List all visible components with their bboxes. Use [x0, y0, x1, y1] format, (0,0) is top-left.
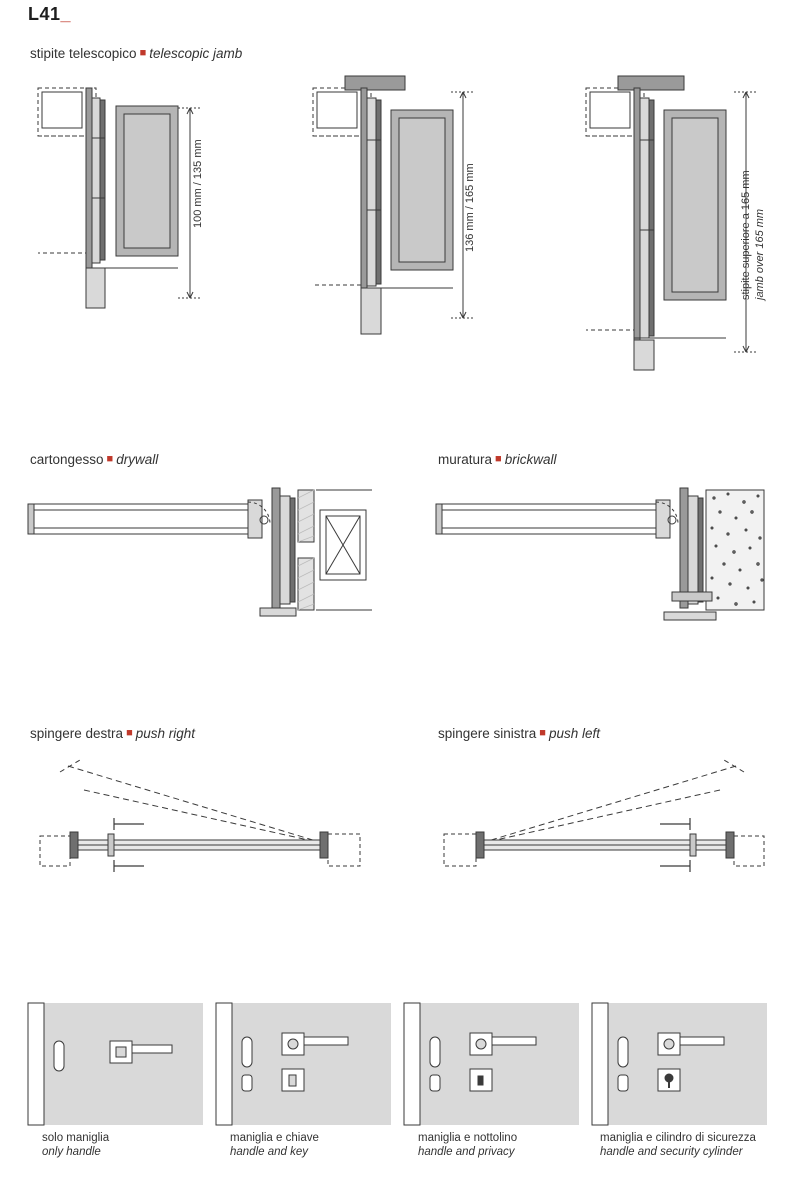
- hardware-label-handle-privacy: [418, 1131, 517, 1159]
- caption-separator-icon: ■: [495, 453, 502, 465]
- hardware-option-handle-key: [216, 1003, 391, 1125]
- hardware-label-en: handle and security cylinder: [600, 1146, 743, 1158]
- jamb-dimension-3-it: stipite superiore a 165 mm: [740, 170, 752, 300]
- caption-telescopic-jamb: [30, 46, 242, 61]
- hardware-label-it: solo maniglia: [42, 1132, 110, 1144]
- brickwall-plan-detail: [428, 472, 768, 642]
- hardware-option-handle-security: [592, 1003, 767, 1125]
- caption-en: brickwall: [504, 452, 557, 467]
- caption-separator-icon: ■: [539, 727, 546, 739]
- hardware-label-only-handle: [42, 1131, 109, 1159]
- caption-en: telescopic jamb: [149, 46, 243, 61]
- caption-brickwall: [438, 452, 556, 467]
- caption-push-right: [30, 726, 195, 741]
- hardware-options-strip: [28, 1003, 765, 1158]
- caption-separator-icon: ■: [126, 727, 133, 739]
- caption-drywall: [30, 452, 158, 467]
- caption-it: stipite telescopico: [30, 46, 137, 61]
- hardware-option-only-handle: [28, 1003, 203, 1125]
- hardware-label-it: maniglia e nottolino: [418, 1132, 518, 1144]
- hardware-label-handle-key: [230, 1131, 319, 1159]
- push-left-swing-diagram: [438, 752, 768, 902]
- hardware-label-it: maniglia e cilindro di sicurezza: [600, 1132, 756, 1144]
- caption-separator-icon: ■: [106, 453, 114, 465]
- caption-en: push left: [548, 726, 600, 741]
- caption-en: push right: [135, 726, 196, 741]
- push-right-swing-diagram: [36, 752, 366, 902]
- jamb-detail-1: [28, 78, 228, 378]
- caption-it: muratura: [438, 452, 493, 467]
- caption-en: drywall: [116, 452, 159, 467]
- page-code-underscore: _: [60, 4, 72, 24]
- page-title: [28, 4, 71, 25]
- jamb-dimension-3-en: jamb over 165 mm: [754, 208, 766, 300]
- jamb-dimension-1: 100 mm / 135 mm: [192, 139, 204, 228]
- caption-push-left: [438, 726, 600, 741]
- jamb-dimension-2: 136 mm / 165 mm: [464, 163, 476, 252]
- page-code: L41: [28, 4, 61, 24]
- caption-it: spingere sinistra: [438, 726, 537, 741]
- caption-it: cartongesso: [30, 452, 104, 467]
- caption-separator-icon: ■: [139, 47, 147, 59]
- hardware-label-handle-security: [600, 1131, 756, 1159]
- caption-it: spingere destra: [30, 726, 124, 741]
- hardware-label-en: handle and key: [230, 1146, 309, 1158]
- hardware-option-handle-privacy: [404, 1003, 579, 1125]
- hardware-label-it: maniglia e chiave: [230, 1132, 319, 1144]
- drywall-plan-detail: [20, 472, 380, 642]
- hardware-label-en: only handle: [42, 1146, 101, 1158]
- hardware-label-en: handle and privacy: [418, 1146, 515, 1158]
